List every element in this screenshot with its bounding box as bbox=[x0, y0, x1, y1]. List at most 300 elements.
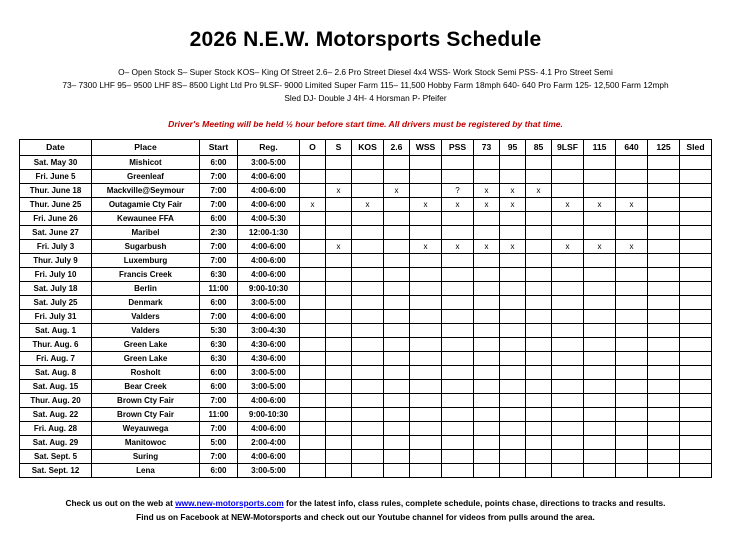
cell-class-mark bbox=[442, 449, 474, 463]
col-header-reg: Reg. bbox=[238, 139, 300, 155]
footer-suffix: for the latest info, class rules, complete schedule, points chase, directions to tracks and results. bbox=[283, 497, 666, 508]
cell-date: Sat. Aug. 15 bbox=[20, 379, 92, 393]
cell-date: Fri. July 10 bbox=[20, 267, 92, 281]
cell-class-mark bbox=[680, 393, 712, 407]
cell-class-mark bbox=[680, 365, 712, 379]
cell-class-mark bbox=[552, 407, 584, 421]
cell-class-mark bbox=[648, 169, 680, 183]
cell-class-mark bbox=[410, 155, 442, 169]
cell-class-mark bbox=[680, 309, 712, 323]
cell-class-mark: x bbox=[552, 239, 584, 253]
table-row bbox=[20, 169, 712, 183]
cell-class-mark: x bbox=[500, 197, 526, 211]
cell-class-mark bbox=[474, 351, 500, 365]
cell-class-mark: x bbox=[552, 197, 584, 211]
table-row bbox=[20, 435, 712, 449]
cell-class-mark bbox=[474, 421, 500, 435]
cell-start: 7:00 bbox=[200, 239, 238, 253]
cell-reg: 4:00-6:00 bbox=[238, 239, 300, 253]
cell-class-mark bbox=[384, 295, 410, 309]
cell-class-mark bbox=[300, 449, 326, 463]
cell-reg: 3:00-4:30 bbox=[238, 323, 300, 337]
cell-class-mark bbox=[584, 421, 616, 435]
cell-class-mark bbox=[384, 435, 410, 449]
cell-class-mark bbox=[648, 393, 680, 407]
cell-class-mark bbox=[526, 155, 552, 169]
cell-class-mark bbox=[648, 197, 680, 211]
col-header-s: S bbox=[326, 139, 352, 155]
cell-start: 5:00 bbox=[200, 435, 238, 449]
cell-class-mark bbox=[648, 449, 680, 463]
cell-class-mark bbox=[352, 239, 384, 253]
cell-class-mark bbox=[500, 421, 526, 435]
cell-class-mark bbox=[616, 337, 648, 351]
cell-class-mark bbox=[584, 323, 616, 337]
cell-class-mark bbox=[552, 281, 584, 295]
cell-class-mark bbox=[616, 421, 648, 435]
cell-reg: 12:00-1:30 bbox=[238, 225, 300, 239]
cell-class-mark: x bbox=[410, 197, 442, 211]
cell-class-mark bbox=[442, 295, 474, 309]
table-row bbox=[20, 379, 712, 393]
cell-class-mark bbox=[584, 309, 616, 323]
cell-class-mark bbox=[326, 337, 352, 351]
cell-date: Fri. July 31 bbox=[20, 309, 92, 323]
cell-class-mark: x bbox=[474, 183, 500, 197]
col-header-o: O bbox=[300, 139, 326, 155]
cell-reg: 4:00-6:00 bbox=[238, 449, 300, 463]
col-header-9lsf: 9LSF bbox=[552, 139, 584, 155]
cell-class-mark bbox=[526, 295, 552, 309]
cell-date: Thur. July 9 bbox=[20, 253, 92, 267]
cell-class-mark bbox=[442, 393, 474, 407]
cell-class-mark bbox=[384, 225, 410, 239]
col-header-place: Place bbox=[92, 139, 200, 155]
table-row bbox=[20, 197, 712, 211]
cell-class-mark: x bbox=[474, 239, 500, 253]
cell-date: Sat. Sept. 5 bbox=[20, 449, 92, 463]
cell-date: Thur. June 18 bbox=[20, 183, 92, 197]
cell-class-mark bbox=[442, 421, 474, 435]
cell-class-mark bbox=[680, 253, 712, 267]
col-header-95: 95 bbox=[500, 139, 526, 155]
cell-class-mark bbox=[616, 351, 648, 365]
cell-class-mark bbox=[680, 407, 712, 421]
cell-class-mark bbox=[326, 225, 352, 239]
cell-class-mark bbox=[500, 365, 526, 379]
cell-class-mark bbox=[474, 463, 500, 477]
cell-class-mark bbox=[552, 211, 584, 225]
cell-class-mark bbox=[384, 281, 410, 295]
cell-class-mark bbox=[410, 421, 442, 435]
table-row bbox=[20, 239, 712, 253]
cell-class-mark bbox=[326, 281, 352, 295]
cell-start: 7:00 bbox=[200, 253, 238, 267]
cell-class-mark bbox=[500, 449, 526, 463]
col-header-26: 2.6 bbox=[384, 139, 410, 155]
cell-class-mark bbox=[680, 323, 712, 337]
cell-class-mark bbox=[616, 449, 648, 463]
cell-class-mark bbox=[300, 323, 326, 337]
cell-class-mark bbox=[442, 323, 474, 337]
col-header-85: 85 bbox=[526, 139, 552, 155]
cell-class-mark bbox=[680, 449, 712, 463]
cell-class-mark bbox=[442, 211, 474, 225]
cell-class-mark bbox=[680, 281, 712, 295]
cell-class-mark bbox=[300, 435, 326, 449]
cell-class-mark bbox=[384, 211, 410, 225]
cell-start: 6:30 bbox=[200, 351, 238, 365]
cell-class-mark bbox=[584, 155, 616, 169]
cell-class-mark bbox=[500, 351, 526, 365]
cell-class-mark: x bbox=[584, 239, 616, 253]
cell-class-mark bbox=[616, 323, 648, 337]
cell-reg: 4:30-6:00 bbox=[238, 337, 300, 351]
cell-class-mark bbox=[616, 365, 648, 379]
cell-class-mark bbox=[300, 183, 326, 197]
cell-class-mark bbox=[300, 379, 326, 393]
cell-class-mark bbox=[526, 225, 552, 239]
cell-class-mark bbox=[300, 155, 326, 169]
cell-reg: 3:00-5:00 bbox=[238, 155, 300, 169]
cell-class-mark bbox=[526, 197, 552, 211]
table-row bbox=[20, 281, 712, 295]
cell-class-mark bbox=[410, 211, 442, 225]
cell-date: Sat. July 18 bbox=[20, 281, 92, 295]
cell-class-mark bbox=[648, 323, 680, 337]
cell-class-mark bbox=[500, 337, 526, 351]
table-row bbox=[20, 449, 712, 463]
cell-class-mark bbox=[526, 393, 552, 407]
cell-date: Sat. Aug. 22 bbox=[20, 407, 92, 421]
table-row bbox=[20, 155, 712, 169]
cell-class-mark bbox=[442, 155, 474, 169]
cell-place: Lena bbox=[92, 463, 200, 477]
cell-start: 6:30 bbox=[200, 337, 238, 351]
table-row bbox=[20, 323, 712, 337]
table-row bbox=[20, 225, 712, 239]
schedule-table-wrap bbox=[0, 139, 731, 478]
cell-class-mark: x bbox=[326, 239, 352, 253]
cell-place: Mishicot bbox=[92, 155, 200, 169]
cell-class-mark bbox=[500, 435, 526, 449]
cell-class-mark bbox=[384, 393, 410, 407]
cell-class-mark bbox=[474, 435, 500, 449]
cell-class-mark bbox=[584, 295, 616, 309]
cell-class-mark: ? bbox=[442, 183, 474, 197]
cell-class-mark bbox=[616, 225, 648, 239]
cell-reg: 4:00-6:00 bbox=[238, 267, 300, 281]
cell-class-mark bbox=[384, 449, 410, 463]
cell-class-mark bbox=[552, 337, 584, 351]
cell-date: Thur. Aug. 6 bbox=[20, 337, 92, 351]
cell-class-mark bbox=[584, 253, 616, 267]
cell-class-mark: x bbox=[526, 183, 552, 197]
col-header-wss: WSS bbox=[410, 139, 442, 155]
cell-class-mark bbox=[584, 351, 616, 365]
cell-class-mark bbox=[442, 435, 474, 449]
cell-class-mark bbox=[410, 267, 442, 281]
cell-class-mark bbox=[584, 449, 616, 463]
cell-start: 2:30 bbox=[200, 225, 238, 239]
cell-class-mark bbox=[352, 421, 384, 435]
cell-class-mark bbox=[352, 337, 384, 351]
footer-prefix: Check us out on the web at bbox=[65, 497, 176, 508]
cell-class-mark bbox=[384, 421, 410, 435]
cell-place: Francis Creek bbox=[92, 267, 200, 281]
footer-line-1 bbox=[0, 496, 731, 510]
cell-class-mark bbox=[552, 351, 584, 365]
cell-reg: 2:00-4:00 bbox=[238, 435, 300, 449]
cell-class-mark bbox=[648, 155, 680, 169]
cell-class-mark: x bbox=[616, 197, 648, 211]
cell-class-mark bbox=[300, 309, 326, 323]
cell-start: 6:00 bbox=[200, 463, 238, 477]
footer bbox=[0, 496, 731, 524]
cell-class-mark bbox=[474, 169, 500, 183]
schedule-table-body bbox=[20, 155, 712, 477]
cell-class-mark bbox=[384, 267, 410, 281]
cell-class-mark bbox=[384, 337, 410, 351]
table-row bbox=[20, 211, 712, 225]
cell-class-mark bbox=[474, 365, 500, 379]
cell-class-mark bbox=[326, 351, 352, 365]
col-header-kos: KOS bbox=[352, 139, 384, 155]
cell-date: Fri. June 26 bbox=[20, 211, 92, 225]
cell-start: 7:00 bbox=[200, 197, 238, 211]
cell-reg: 4:00-6:00 bbox=[238, 183, 300, 197]
cell-class-mark bbox=[584, 379, 616, 393]
cell-class-mark bbox=[648, 253, 680, 267]
table-row bbox=[20, 407, 712, 421]
cell-class-mark bbox=[474, 449, 500, 463]
cell-place: Bear Creek bbox=[92, 379, 200, 393]
cell-class-mark bbox=[526, 449, 552, 463]
col-header-pss: PSS bbox=[442, 139, 474, 155]
table-row bbox=[20, 253, 712, 267]
cell-class-mark bbox=[384, 155, 410, 169]
cell-start: 7:00 bbox=[200, 393, 238, 407]
cell-class-mark bbox=[300, 407, 326, 421]
cell-class-mark bbox=[552, 379, 584, 393]
cell-class-mark bbox=[648, 267, 680, 281]
cell-class-mark bbox=[526, 421, 552, 435]
cell-class-mark bbox=[352, 155, 384, 169]
cell-class-mark bbox=[552, 169, 584, 183]
cell-class-mark bbox=[474, 323, 500, 337]
cell-class-mark bbox=[442, 225, 474, 239]
cell-class-mark bbox=[526, 365, 552, 379]
col-header-125: 125 bbox=[648, 139, 680, 155]
cell-class-mark bbox=[474, 295, 500, 309]
cell-class-mark bbox=[552, 323, 584, 337]
cell-class-mark bbox=[616, 379, 648, 393]
cell-class-mark bbox=[584, 393, 616, 407]
cell-class-mark bbox=[326, 155, 352, 169]
cell-class-mark bbox=[552, 225, 584, 239]
cell-date: Sat. Aug. 29 bbox=[20, 435, 92, 449]
cell-class-mark bbox=[616, 281, 648, 295]
cell-date: Fri. June 5 bbox=[20, 169, 92, 183]
cell-class-mark bbox=[352, 323, 384, 337]
cell-date: Sat. Sept. 12 bbox=[20, 463, 92, 477]
table-row bbox=[20, 309, 712, 323]
cell-class-mark bbox=[326, 267, 352, 281]
cell-class-mark bbox=[384, 253, 410, 267]
cell-class-mark bbox=[552, 155, 584, 169]
cell-class-mark bbox=[500, 169, 526, 183]
col-header-start: Start bbox=[200, 139, 238, 155]
cell-class-mark bbox=[384, 379, 410, 393]
cell-class-mark bbox=[410, 337, 442, 351]
cell-class-mark bbox=[500, 281, 526, 295]
cell-place: Brown Cty Fair bbox=[92, 393, 200, 407]
cell-class-mark bbox=[474, 253, 500, 267]
cell-class-mark bbox=[352, 463, 384, 477]
cell-start: 6:00 bbox=[200, 295, 238, 309]
cell-start: 7:00 bbox=[200, 449, 238, 463]
cell-class-mark bbox=[552, 393, 584, 407]
cell-class-mark bbox=[352, 295, 384, 309]
cell-class-mark bbox=[474, 407, 500, 421]
cell-class-mark bbox=[300, 281, 326, 295]
cell-place: Weyauwega bbox=[92, 421, 200, 435]
cell-class-mark bbox=[680, 351, 712, 365]
cell-class-mark bbox=[500, 253, 526, 267]
cell-place: Green Lake bbox=[92, 351, 200, 365]
cell-class-mark bbox=[326, 295, 352, 309]
cell-class-mark: x bbox=[474, 197, 500, 211]
cell-class-mark bbox=[680, 421, 712, 435]
cell-class-mark bbox=[552, 183, 584, 197]
cell-reg: 3:00-5:00 bbox=[238, 365, 300, 379]
cell-place: Mackville@Seymour bbox=[92, 183, 200, 197]
table-row bbox=[20, 421, 712, 435]
cell-class-mark bbox=[584, 211, 616, 225]
cell-class-mark bbox=[326, 463, 352, 477]
cell-class-mark bbox=[300, 295, 326, 309]
cell-class-mark bbox=[326, 323, 352, 337]
cell-place: Luxemburg bbox=[92, 253, 200, 267]
cell-class-mark bbox=[410, 183, 442, 197]
cell-class-mark bbox=[300, 337, 326, 351]
cell-place: Denmark bbox=[92, 295, 200, 309]
website-link[interactable]: www.new-motorsports.com bbox=[175, 497, 284, 508]
legend-line-1: O– Open Stock S– Super Stock KOS– King Of Street 2.6– 2.6 Pro Street Diesel 4x4 WSS- Work Stock Semi PSS- 4.1 Pro Street Semi bbox=[118, 67, 613, 77]
cell-reg: 4:00-6:00 bbox=[238, 197, 300, 211]
cell-class-mark bbox=[552, 253, 584, 267]
cell-class-mark bbox=[474, 267, 500, 281]
cell-class-mark bbox=[326, 309, 352, 323]
cell-class-mark bbox=[326, 253, 352, 267]
cell-class-mark bbox=[552, 421, 584, 435]
cell-class-mark bbox=[648, 407, 680, 421]
cell-class-mark bbox=[410, 365, 442, 379]
table-header-row bbox=[20, 139, 712, 155]
cell-reg: 3:00-5:00 bbox=[238, 295, 300, 309]
cell-class-mark bbox=[352, 393, 384, 407]
cell-class-mark bbox=[352, 183, 384, 197]
cell-class-mark bbox=[616, 407, 648, 421]
schedule-table bbox=[19, 139, 712, 478]
cell-class-mark bbox=[552, 463, 584, 477]
cell-start: 6:00 bbox=[200, 365, 238, 379]
cell-class-mark bbox=[648, 463, 680, 477]
cell-place: Green Lake bbox=[92, 337, 200, 351]
cell-class-mark bbox=[648, 365, 680, 379]
cell-class-mark bbox=[500, 295, 526, 309]
cell-class-mark: x bbox=[500, 239, 526, 253]
cell-place: Valders bbox=[92, 309, 200, 323]
class-legend bbox=[0, 66, 731, 105]
cell-class-mark bbox=[352, 435, 384, 449]
cell-class-mark bbox=[500, 267, 526, 281]
cell-class-mark bbox=[410, 169, 442, 183]
cell-class-mark bbox=[326, 393, 352, 407]
cell-class-mark bbox=[584, 225, 616, 239]
cell-class-mark bbox=[584, 267, 616, 281]
cell-reg: 9:00-10:30 bbox=[238, 281, 300, 295]
cell-class-mark bbox=[442, 365, 474, 379]
cell-class-mark bbox=[500, 225, 526, 239]
cell-class-mark bbox=[616, 463, 648, 477]
cell-class-mark bbox=[410, 463, 442, 477]
cell-class-mark bbox=[584, 337, 616, 351]
cell-class-mark bbox=[680, 169, 712, 183]
cell-class-mark bbox=[474, 393, 500, 407]
cell-class-mark: x bbox=[300, 197, 326, 211]
cell-class-mark bbox=[384, 169, 410, 183]
cell-class-mark bbox=[526, 323, 552, 337]
cell-reg: 4:00-5:30 bbox=[238, 211, 300, 225]
cell-place: Greenleaf bbox=[92, 169, 200, 183]
cell-class-mark bbox=[352, 309, 384, 323]
cell-class-mark bbox=[326, 435, 352, 449]
cell-class-mark bbox=[384, 239, 410, 253]
cell-class-mark bbox=[500, 211, 526, 225]
cell-class-mark bbox=[474, 379, 500, 393]
cell-class-mark bbox=[680, 211, 712, 225]
cell-class-mark bbox=[648, 211, 680, 225]
cell-class-mark bbox=[300, 351, 326, 365]
cell-class-mark bbox=[352, 169, 384, 183]
cell-class-mark bbox=[410, 323, 442, 337]
cell-class-mark bbox=[352, 449, 384, 463]
cell-class-mark bbox=[442, 463, 474, 477]
cell-class-mark bbox=[680, 197, 712, 211]
cell-class-mark bbox=[680, 183, 712, 197]
cell-class-mark bbox=[384, 323, 410, 337]
cell-class-mark bbox=[648, 309, 680, 323]
cell-reg: 4:00-6:00 bbox=[238, 169, 300, 183]
cell-class-mark bbox=[474, 155, 500, 169]
cell-class-mark bbox=[384, 365, 410, 379]
cell-class-mark bbox=[648, 281, 680, 295]
cell-class-mark bbox=[442, 309, 474, 323]
cell-start: 11:00 bbox=[200, 281, 238, 295]
cell-class-mark bbox=[326, 197, 352, 211]
cell-class-mark bbox=[584, 169, 616, 183]
cell-class-mark bbox=[526, 351, 552, 365]
cell-class-mark bbox=[326, 421, 352, 435]
col-header-640: 640 bbox=[616, 139, 648, 155]
cell-reg: 3:00-5:00 bbox=[238, 463, 300, 477]
cell-class-mark bbox=[442, 169, 474, 183]
cell-class-mark bbox=[526, 435, 552, 449]
cell-reg: 4:00-6:00 bbox=[238, 393, 300, 407]
cell-class-mark bbox=[552, 267, 584, 281]
cell-place: Valders bbox=[92, 323, 200, 337]
